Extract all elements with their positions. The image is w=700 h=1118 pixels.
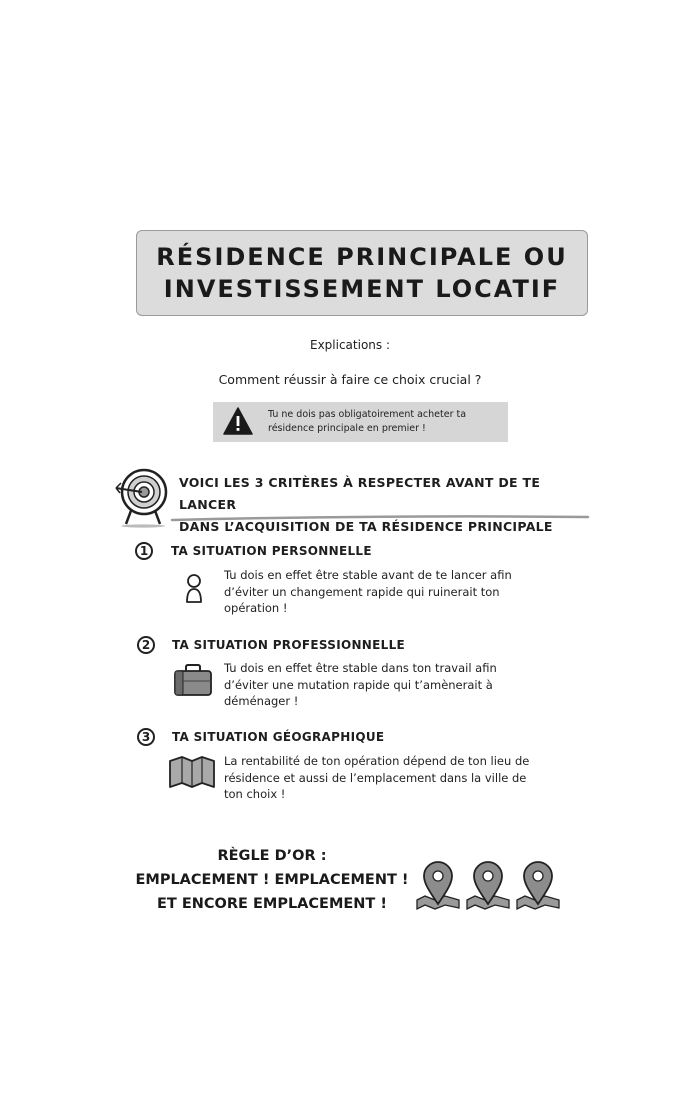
section-1-line-2: d’éviter un changement rapide qui ruinerait ton bbox=[224, 584, 500, 599]
location-pin-icon bbox=[467, 862, 509, 909]
heading-underline bbox=[170, 514, 590, 522]
location-pins bbox=[415, 860, 563, 912]
section-3-line-1: La rentabilité de ton opération dépend de ton lieu de bbox=[224, 754, 530, 768]
criteria-heading-line-1: VOICI LES 3 CRITÈRES À RESPECTER AVANT DE TE LANCER bbox=[179, 475, 541, 512]
golden-rule-line-3: ET ENCORE EMPLACEMENT ! bbox=[157, 896, 387, 912]
section-2-body bbox=[224, 660, 584, 710]
section-3-title: TA SITUATION GÉOGRAPHIQUE bbox=[172, 730, 385, 744]
page-title-line-2: INVESTISSEMENT LOCATIF bbox=[163, 275, 561, 303]
title-box bbox=[136, 230, 588, 316]
section-1-line-1: Tu dois en effet être stable avant de te lancer afin bbox=[224, 568, 512, 582]
warning-line-2: résidence principale en premier ! bbox=[268, 423, 426, 434]
explanations-label: Explications : bbox=[309, 338, 390, 352]
section-3-line-2: résidence et aussi de l’emplacement dans la ville de bbox=[224, 770, 527, 785]
intro-question: Comment réussir à faire ce choix crucial ? bbox=[218, 372, 482, 387]
target-icon bbox=[114, 466, 172, 528]
map-icon bbox=[168, 755, 216, 789]
briefcase-icon bbox=[172, 663, 214, 697]
section-1-title: TA SITUATION PERSONNELLE bbox=[171, 544, 372, 558]
warning-box bbox=[213, 402, 508, 442]
location-pin-icon bbox=[517, 862, 559, 909]
golden-rule-line-2: EMPLACEMENT ! EMPLACEMENT ! bbox=[135, 872, 409, 888]
section-1-body bbox=[224, 567, 584, 617]
golden-rule-line-1: RÈGLE D’OR : bbox=[217, 848, 327, 864]
page-title-line-1: RÉSIDENCE PRINCIPALE OU bbox=[156, 243, 568, 271]
location-pin-icon bbox=[417, 862, 459, 909]
warning-text bbox=[268, 408, 498, 436]
person-icon bbox=[183, 573, 205, 605]
criteria-heading bbox=[179, 472, 599, 538]
section-2-title: TA SITUATION PROFESSIONNELLE bbox=[172, 638, 406, 652]
section-2-line-2: d’éviter une mutation rapide qui t’amènerait à bbox=[224, 677, 493, 692]
section-2-line-3: déménager ! bbox=[224, 694, 299, 708]
section-2-line-1: Tu dois en effet être stable dans ton travail afin bbox=[224, 661, 497, 675]
warning-line-1: Tu ne dois pas obligatoirement acheter ta bbox=[268, 409, 467, 420]
golden-rule bbox=[132, 844, 412, 916]
section-2-number: 2 bbox=[137, 636, 155, 654]
section-1-number: 1 bbox=[135, 542, 153, 560]
criteria-heading-line-2: DANS L’ACQUISITION DE TA RÉSIDENCE PRINCIPALE bbox=[179, 519, 553, 534]
warning-icon bbox=[223, 407, 253, 435]
section-1-line-3: opération ! bbox=[224, 601, 288, 615]
section-3-body bbox=[224, 753, 584, 803]
section-3-line-3: ton choix ! bbox=[224, 787, 286, 801]
section-3-number: 3 bbox=[137, 728, 155, 746]
